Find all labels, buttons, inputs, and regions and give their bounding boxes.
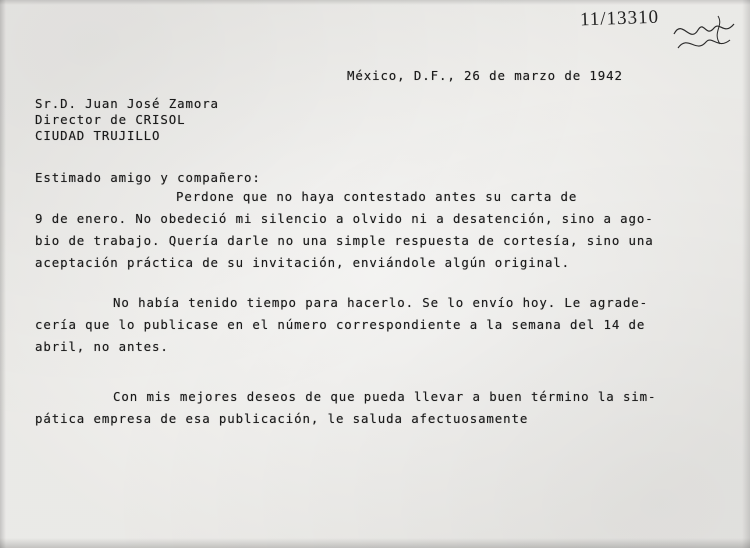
body-line: Con mis mejores deseos de que pueda llevar a buen término la sim- [113, 389, 657, 404]
body-line: bio de trabajo. Quería darle no una simple respuesta de cortesía, sino una [35, 233, 654, 248]
page-edge-shadow-left [0, 0, 6, 548]
page-edge-shadow-bottom [0, 538, 750, 548]
addressee-line-1: Sr.D. Juan José Zamora [35, 96, 219, 111]
page-edge-shadow-top [0, 0, 750, 5]
salutation: Estimado amigo y compañero: [35, 170, 261, 185]
body-line: cería que lo publicase en el número correspondiente a la semana del 14 de [35, 317, 646, 332]
body-line: aceptación práctica de su invitación, enviándole algún original. [35, 255, 571, 270]
body-line: No había tenido tiempo para hacerlo. Se lo envío hoy. Le agrade- [113, 295, 649, 310]
body-line: pática empresa de esa publicación, le saluda afectuosamente [35, 411, 529, 426]
dateline: México, D.F., 26 de marzo de 1942 [347, 68, 623, 83]
page-edge-shadow-right [742, 0, 750, 548]
body-line: 9 de enero. No obedeció mi silencio a olvido ni a desatención, sino a ago- [35, 211, 654, 226]
addressee-line-2: Director de CRISOL [35, 112, 186, 127]
archive-reference-mark: 11/13310 [579, 6, 660, 31]
handwritten-signature-mark [672, 14, 742, 58]
body-line: Perdone que no haya contestado antes su carta de [176, 189, 578, 204]
addressee-line-3: CIUDAD TRUJILLO [35, 128, 161, 143]
body-line: abril, no antes. [35, 339, 169, 354]
